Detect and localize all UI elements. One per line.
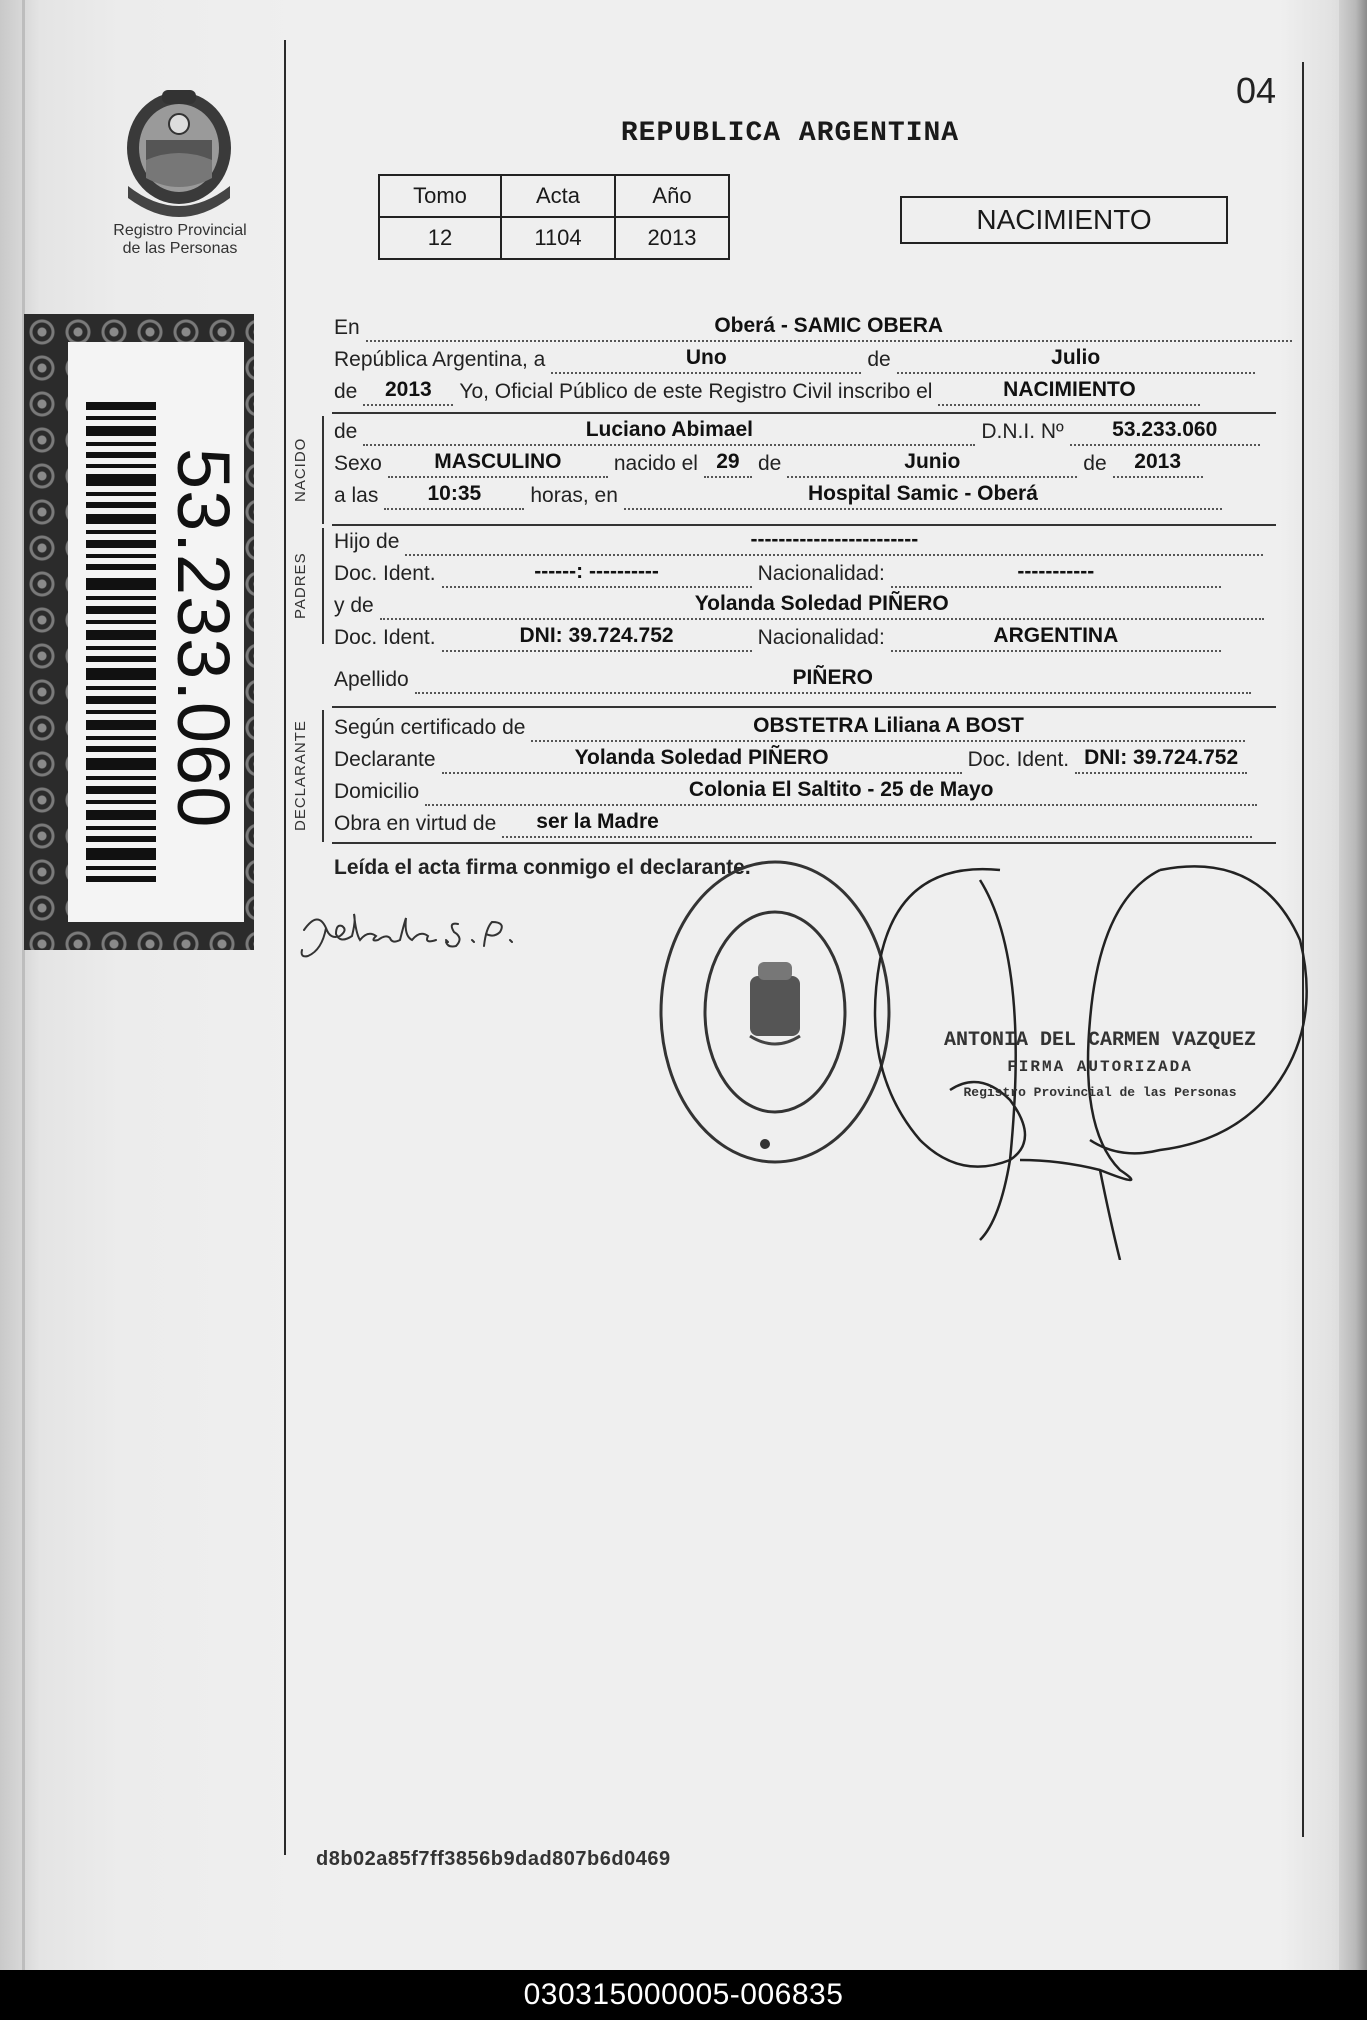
- row-domicilio: [334, 776, 1263, 806]
- authorized-signature-block: [930, 1028, 1270, 1106]
- field-nac-anio: [1113, 450, 1203, 478]
- value-dia: Uno: [685, 346, 727, 369]
- value-anio: 2013: [385, 378, 432, 401]
- section-label-nacido: NACIDO: [292, 437, 309, 503]
- row-madre: [334, 590, 1270, 620]
- field-padre: [405, 528, 1263, 556]
- record-table-cell: 12: [379, 217, 501, 259]
- section-label-padres: PADRES: [292, 552, 309, 620]
- label-oficial: Yo, Oficial Público de este Registro Civil inscribo el: [459, 380, 933, 403]
- row-fecha: [334, 344, 1261, 374]
- field-mes: [897, 346, 1255, 374]
- value-obra: ser la Madre: [536, 810, 659, 833]
- label-de: de: [867, 348, 891, 371]
- label-de: de: [1083, 452, 1107, 475]
- label-doc-ident: Doc. Ident.: [967, 748, 1070, 771]
- authorized-registry: Registro Provincial de las Personas: [963, 1085, 1237, 1100]
- label-de: de: [757, 452, 782, 475]
- label-nacionalidad: Nacionalidad:: [757, 562, 885, 585]
- field-nac-dia: [704, 450, 752, 478]
- row-madre-doc: [334, 622, 1227, 652]
- field-madre-doc: [442, 624, 752, 652]
- row-obra: [334, 808, 1258, 838]
- label-certificado: Según certificado de: [334, 716, 526, 739]
- value-hora: 10:35: [427, 482, 482, 505]
- record-type-box: NACIMIENTO: [900, 196, 1228, 244]
- label-de: de: [334, 420, 358, 443]
- section-bar-declarante: [322, 710, 324, 842]
- label-sexo: Sexo: [334, 452, 382, 475]
- document-hash: d8b02a85f7ff3856b9dad807b6d0469: [316, 1848, 671, 1870]
- label-domicilio: Domicilio: [334, 780, 420, 803]
- field-lugar: [624, 482, 1222, 510]
- section-rule: [332, 412, 1276, 414]
- row-apellido: [334, 664, 1257, 694]
- closing-text: Leída el acta firma conmigo el declarante.: [334, 856, 751, 879]
- row-sexo: [334, 448, 1209, 478]
- label-obra: Obra en virtud de: [334, 812, 497, 835]
- registry-caption: [100, 222, 260, 258]
- field-padre-nac: [891, 560, 1221, 588]
- record-table-cell: 1104: [501, 217, 615, 259]
- value-apellido: PIÑERO: [792, 666, 873, 689]
- value-madre-nac: ARGENTINA: [993, 624, 1119, 647]
- row-inscripcion: [334, 376, 1206, 406]
- field-nac-mes: [787, 450, 1077, 478]
- field-nombre: [363, 418, 975, 446]
- label-en: En: [334, 316, 360, 339]
- label-doc-ident: Doc. Ident.: [334, 626, 436, 649]
- field-obra: [502, 810, 1252, 838]
- field-padre-doc: [442, 560, 752, 588]
- field-madre: [380, 592, 1264, 620]
- record-table-value-row: [379, 217, 729, 259]
- field-certificado: [531, 714, 1245, 742]
- value-nac-mes: Junio: [904, 450, 961, 473]
- section-bar-nacido: [322, 416, 324, 524]
- row-hijo: [334, 526, 1269, 556]
- field-declarante: [442, 746, 962, 774]
- record-table-header: Acta: [501, 175, 615, 217]
- barcode-number: 53.233.060: [162, 447, 245, 829]
- value-padre-nac: -----------: [1017, 560, 1095, 583]
- value-madre: Yolanda Soledad PIÑERO: [694, 592, 949, 615]
- label-a-las: a las: [334, 484, 379, 507]
- label-apellido: Apellido: [334, 668, 409, 691]
- record-table: [378, 174, 730, 260]
- value-mes: Julio: [1051, 346, 1101, 369]
- record-table-header: Tomo: [379, 175, 501, 217]
- value-sexo: MASCULINO: [434, 450, 562, 473]
- barcode-sticker: [24, 314, 254, 950]
- margin-line-left: [284, 40, 286, 1855]
- field-en: [366, 314, 1292, 342]
- row-certificado: [334, 712, 1251, 742]
- label-hijo: Hijo de: [334, 530, 400, 553]
- field-apellido: [415, 666, 1251, 694]
- misiones-seal-icon: [118, 86, 240, 218]
- value-madre-doc: DNI: 39.724.752: [519, 624, 674, 647]
- value-en: Oberá - SAMIC OBERA: [714, 314, 944, 337]
- footer-bar: [0, 1970, 1367, 2020]
- declarant-signature-icon: [296, 900, 566, 970]
- record-table-header: Año: [615, 175, 729, 217]
- registry-caption-line1: Registro Provincial: [113, 222, 247, 239]
- value-lugar: Hospital Samic - Oberá: [807, 482, 1038, 505]
- field-madre-nac: [891, 624, 1221, 652]
- authorized-name: ANTONIA DEL CARMEN VAZQUEZ: [943, 1029, 1257, 1052]
- value-nac-anio: 2013: [1134, 450, 1182, 473]
- row-nombre: [334, 416, 1266, 446]
- field-dia: [551, 346, 861, 374]
- barcode-bars-icon: [86, 402, 156, 882]
- label-horas-en: horas, en: [530, 484, 618, 507]
- label-doc-ident: Doc. Ident.: [334, 562, 436, 585]
- row-en: [334, 312, 1298, 342]
- value-declarante-doc: DNI: 39.724.752: [1084, 746, 1239, 769]
- record-table-cell: 2013: [615, 217, 729, 259]
- value-padre: ------------------------: [750, 528, 919, 551]
- label-y-de: y de: [334, 594, 374, 617]
- record-table-header-row: [379, 175, 729, 217]
- label-dni: D.N.I. Nº: [981, 420, 1064, 443]
- section-rule: [332, 706, 1276, 708]
- field-inscribo: [938, 378, 1200, 406]
- label-de: de: [334, 380, 358, 403]
- value-nac-dia: 29: [716, 450, 740, 473]
- value-dni: 53.233.060: [1112, 418, 1218, 441]
- field-sexo: [388, 450, 608, 478]
- footer-code: 030315000005-006835: [523, 1978, 844, 2011]
- label-declarante: Declarante: [334, 748, 436, 771]
- page-edge: [1339, 0, 1367, 1970]
- field-anio: [363, 378, 453, 406]
- value-certificado: OBSTETRA Liliana A BOST: [753, 714, 1024, 737]
- section-label-declarante: DECLARANTE: [292, 720, 309, 832]
- registry-caption-line2: de las Personas: [122, 240, 238, 257]
- row-declarante: [334, 744, 1253, 774]
- label-nacido: nacido el: [613, 452, 698, 475]
- value-inscribo: NACIMIENTO: [1003, 378, 1136, 401]
- authorized-title: FIRMA AUTORIZADA: [1007, 1058, 1193, 1076]
- field-hora: [384, 482, 524, 510]
- field-declarante-doc: [1075, 746, 1247, 774]
- value-domicilio: Colonia El Saltito - 25 de Mayo: [688, 778, 994, 801]
- value-nombre: Luciano Abimael: [585, 418, 753, 441]
- section-bar-padres: [322, 528, 324, 644]
- value-declarante: Yolanda Soledad PIÑERO: [574, 746, 829, 769]
- row-padre-doc: [334, 558, 1227, 588]
- field-domicilio: [425, 778, 1257, 806]
- field-dni: [1070, 418, 1260, 446]
- row-hora: [334, 480, 1228, 510]
- label-republica: República Argentina, a: [334, 348, 546, 371]
- label-nacionalidad: Nacionalidad:: [757, 626, 885, 649]
- page-number: 04: [1236, 70, 1277, 111]
- value-padre-doc: ------: ----------: [534, 560, 659, 583]
- barcode-label: [68, 342, 244, 922]
- binding-shadow: [22, 0, 25, 1970]
- document-title: REPUBLICA ARGENTINA: [620, 118, 960, 149]
